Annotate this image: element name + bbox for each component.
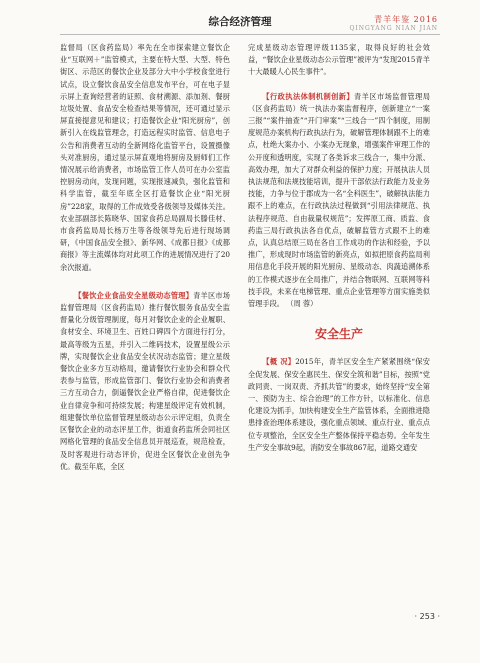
subheading-star-rating: 【餐饮企业食品安全星级动态管理】 — [74, 290, 194, 300]
paragraph-overview — [248, 356, 430, 454]
right-column — [248, 42, 430, 454]
subheading-overview: 【概 况】 — [262, 357, 296, 367]
author-signature: （周 蓉） — [286, 299, 318, 309]
page-number: · 253 · — [414, 612, 440, 621]
paragraph-star-rating — [60, 290, 230, 473]
left-column — [60, 42, 230, 473]
paragraph-continued-right: 完成星级动态管理评级1135家，取得良好的社会效益，“餐饮企业星级动态公示管理”被评为“发现2015青羊十大最暖人心民生事件”。 — [248, 43, 430, 77]
paragraph-enforcement-text: 青羊区市场监督管理局（区食药监局）统一执法办案监督程序，创新建立“一案三报”“案件抽查”“开门审案”“三线合一”四个制度，用制度规范办案机构行政执法行为，破解管理体制跟不上的难点，杜绝大案办小、小案办无现象，增强案件审理工作的公开度和透明度，实现了各类诉求三线合一，集中分派、高效办理，加大了对群众利益的保护力度；开展执法人员执法规范和法规技能培训，提升干部依法行政能力及业务技能，力争与位于郡成为一名“全科医生”，破解执法能力跟不上的难点，在行政执法过程做到“引用法律规范、执法程序规范、自由裁量权规范”；发挥原工商、质监、食药监三局行政执法各自优点，破解监管方式跟不上的难点，认真总结原三局在各自工作成功的作法和经验，予以推广，形成现时市场监管的新亮点，如拟把原食药监局利用信息化手段开展的阳光厨房、星级动态、肉蔬追溯体系的工作模式逐步在全局推广，并结合物联网、互联网等科技手段，未来在电梯管理、重点企业管理等方面实施类似管理手段。 — [248, 91, 430, 309]
paragraph-star-rating-text: 青羊区市场监督管理局（区食药监局）推行餐饮服务食品安全监督量化分级管理制度，每月对餐饮企业的企业履职、食材安全、环境卫生、百姓口碑四个方面进行打分，最高等级为五星，并引入二维码技术，设置星级公示牌，实现餐饮企业食品安全状况动态监管；建立星级餐饮企业多方互动格局，邀请餐饮行业协会和群众代表参与监管，形成监管部门、餐饮行业协会和消费者三方互动合力，倒逼餐饮企业严格自律，促进餐饮企业自律竞争和可持续发展；构建星级评定有效机制，组建餐饮单位监督管理星级动态公示评定组，负责全区餐饮企业的动态评星工作，街道食药监所会同社区网格化管理的食品安全信息员开展巡查，规范检查，及时客观进行动态评价，促进全区餐饮企业创先争优。截至年底，全区 — [60, 290, 230, 471]
header-rule — [60, 34, 440, 35]
yearbook-pinyin: QINGYANG NIAN JIAN — [349, 25, 438, 32]
yearbook-label: 青羊年鉴 2016 — [374, 15, 438, 24]
running-title: 综合经济管理 — [208, 16, 272, 28]
paragraph-enforcement — [248, 91, 430, 311]
paragraph-continued: 监督局（区食药监局）率先在全市探索建立餐饮企业“互联网＋”监管模式，主要在特大型、大型、特色街区、示范区的餐饮企业及部分大中小学校食堂进行试点，设立餐饮食品安全信息发布平台，可在电子显示屏上查询经营者的证照、食材溯源、添加剂、餐厨垃圾处置、食品安全检查结果等情况，还可通过显示屏直接提意见和建议；打造餐饮企业“阳光厨房”，创新引入在线监管理念，打造远程实时监管、信息电子公告和消费者互动的全新网络化监管平台，设置摄像头对准厨房，通过显示屏直观地将厨房及厨师们工作情况展示给消费者，市场监管工作人员可在办公室监控厨房动向，发现问题，实现报速减负，强化监管和科学监管，截至年底全区打造餐饮企业“阳光厨房”228家，取得的工作成效受各级领导及媒体关注。农业部副部长陈晓华、国家食药总局副局长滕佳材、市食药监局局长杨万生等各级领导先后进行现场调研，《中国食品安全报》、新华网、《成都日报》《成都商报》等主流媒体均对此项工作的进展情况进行了20余次报道。 — [60, 43, 230, 272]
subheading-enforcement: 【行政执法体制机制创新】 — [262, 91, 355, 101]
paragraph-overview-text: 2015年，青羊区安全生产紧紧围绕“保安全促发展、保安全惠民生、保安全筑和谐”目标，按照“党政同责、一岗双责、齐抓共管”的要求，始终坚持“安全第一、预防为主、综合治理”的工作方针，以标准化、信息化建设为抓手，加快构建安全生产监管体系，全面推进隐患排查治理体系建设，强化重点领域、重点行业、重点点位专项整治，全区安全生产整体保持平稳态势。全年发生生产安全事故9起，消防安全事故867起，道路交通安 — [248, 357, 430, 452]
section-heading: 安全生产 — [314, 327, 363, 342]
